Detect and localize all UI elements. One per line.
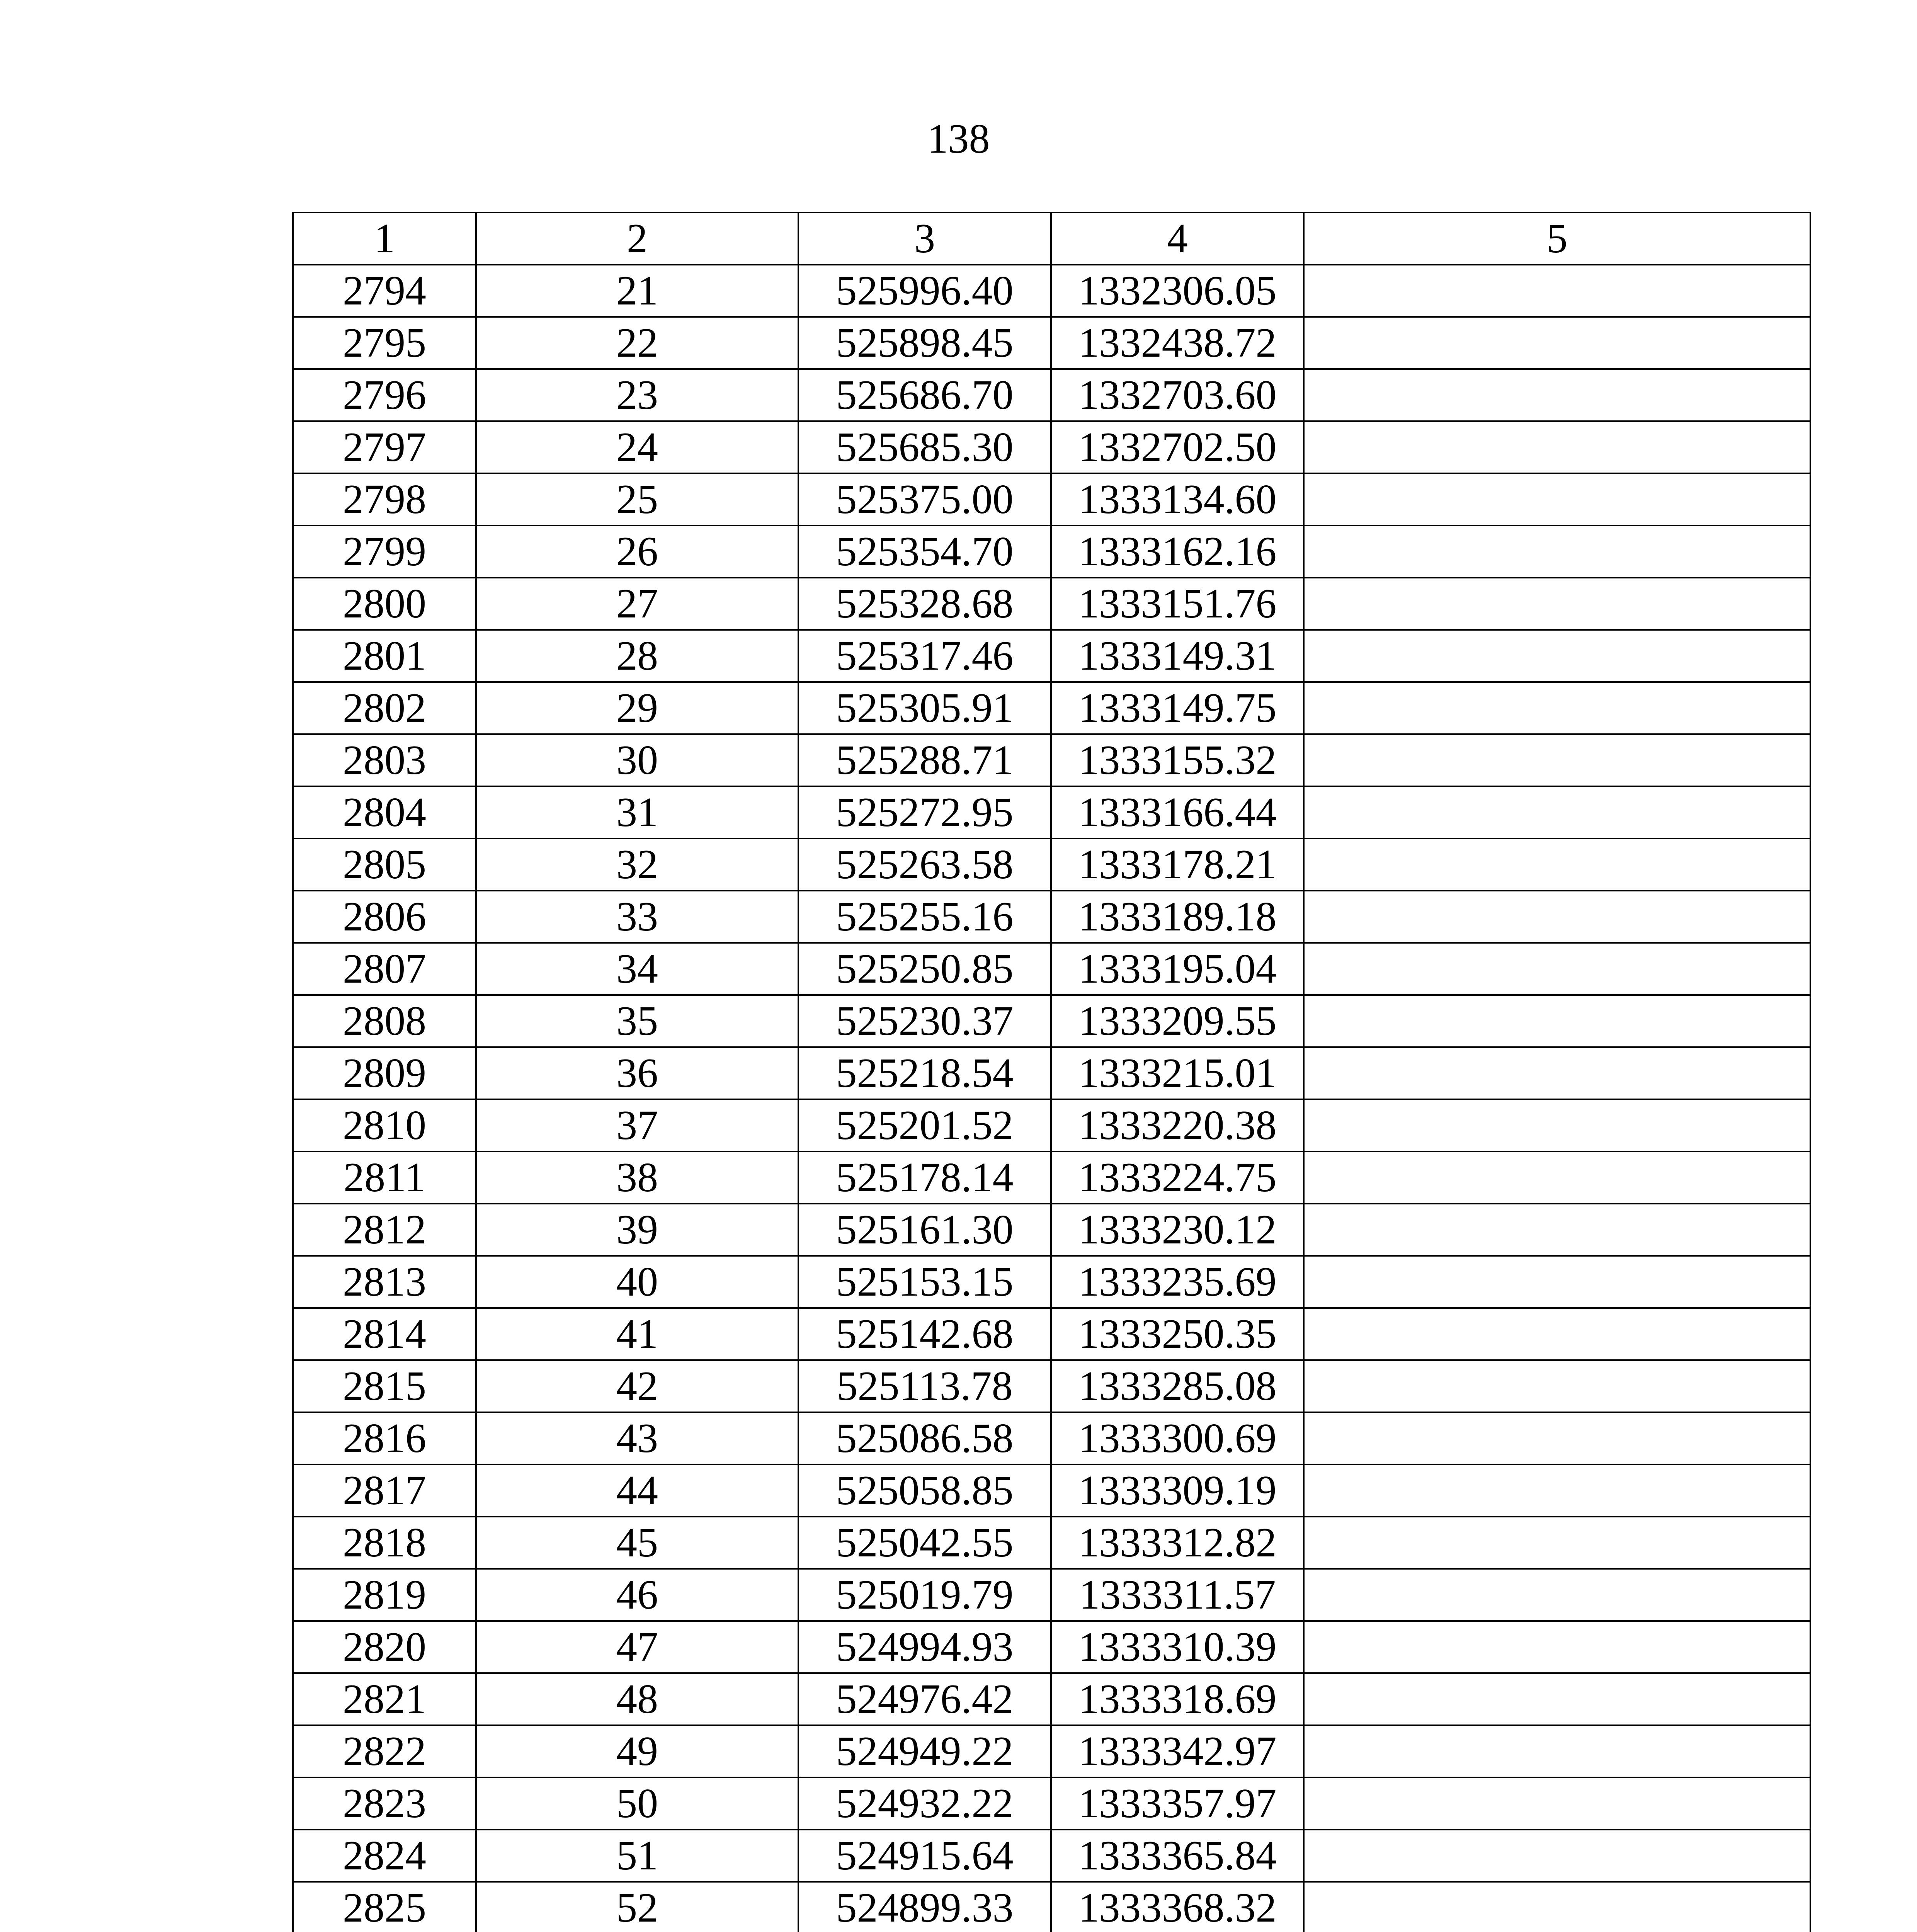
row-number-cell: 2794 <box>293 265 476 317</box>
table-header <box>293 213 1810 265</box>
x-coordinate-cell: 524994.93 <box>798 1621 1051 1673</box>
y-coordinate-cell: 1333149.31 <box>1051 630 1304 682</box>
x-coordinate-cell: 525113.78 <box>798 1360 1051 1412</box>
note-cell <box>1304 1256 1810 1308</box>
row-number-cell: 2798 <box>293 473 476 526</box>
y-coordinate-cell: 1333155.32 <box>1051 734 1304 786</box>
x-coordinate-cell: 524976.42 <box>798 1673 1051 1725</box>
point-number-cell: 41 <box>476 1308 798 1360</box>
y-coordinate-cell: 1333311.57 <box>1051 1569 1304 1621</box>
y-coordinate-cell: 1332703.60 <box>1051 369 1304 421</box>
point-number-cell: 37 <box>476 1099 798 1151</box>
x-coordinate-cell: 525354.70 <box>798 526 1051 578</box>
y-coordinate-cell: 1333166.44 <box>1051 786 1304 838</box>
y-coordinate-cell: 1333309.19 <box>1051 1464 1304 1517</box>
y-coordinate-cell: 1333285.08 <box>1051 1360 1304 1412</box>
note-cell <box>1304 1777 1810 1830</box>
note-cell <box>1304 1204 1810 1256</box>
point-number-cell: 29 <box>476 682 798 734</box>
x-coordinate-cell: 525086.58 <box>798 1412 1051 1464</box>
table-row <box>293 265 1810 317</box>
row-number-cell: 2811 <box>293 1151 476 1204</box>
row-number-cell: 2799 <box>293 526 476 578</box>
x-coordinate-cell: 525250.85 <box>798 943 1051 995</box>
table-row <box>293 1256 1810 1308</box>
x-coordinate-cell: 525042.55 <box>798 1517 1051 1569</box>
row-number-cell: 2821 <box>293 1673 476 1725</box>
x-coordinate-cell: 525263.58 <box>798 838 1051 891</box>
table-row <box>293 1099 1810 1151</box>
table-row <box>293 1673 1810 1725</box>
x-coordinate-cell: 525898.45 <box>798 317 1051 369</box>
y-coordinate-cell: 1333368.32 <box>1051 1882 1304 1932</box>
point-number-cell: 43 <box>476 1412 798 1464</box>
y-coordinate-cell: 1333178.21 <box>1051 838 1304 891</box>
table-row <box>293 891 1810 943</box>
point-number-cell: 33 <box>476 891 798 943</box>
table-row <box>293 473 1810 526</box>
point-number-cell: 38 <box>476 1151 798 1204</box>
point-number-cell: 32 <box>476 838 798 891</box>
point-number-cell: 47 <box>476 1621 798 1673</box>
x-coordinate-cell: 524949.22 <box>798 1725 1051 1777</box>
point-number-cell: 25 <box>476 473 798 526</box>
y-coordinate-cell: 1333224.75 <box>1051 1151 1304 1204</box>
table-row <box>293 1464 1810 1517</box>
row-number-cell: 2824 <box>293 1830 476 1882</box>
x-coordinate-cell: 524899.33 <box>798 1882 1051 1932</box>
x-coordinate-cell: 525161.30 <box>798 1204 1051 1256</box>
x-coordinate-cell: 525375.00 <box>798 473 1051 526</box>
point-number-cell: 51 <box>476 1830 798 1882</box>
row-number-cell: 2810 <box>293 1099 476 1151</box>
table-row <box>293 995 1810 1047</box>
x-coordinate-cell: 525272.95 <box>798 786 1051 838</box>
page-number: 138 <box>927 116 990 162</box>
note-cell <box>1304 1725 1810 1777</box>
y-coordinate-cell: 1333235.69 <box>1051 1256 1304 1308</box>
note-cell <box>1304 1047 1810 1099</box>
y-coordinate-cell: 1333189.18 <box>1051 891 1304 943</box>
x-coordinate-cell: 525230.37 <box>798 995 1051 1047</box>
row-number-cell: 2822 <box>293 1725 476 1777</box>
y-coordinate-cell: 1333312.82 <box>1051 1517 1304 1569</box>
point-number-cell: 23 <box>476 369 798 421</box>
row-number-cell: 2820 <box>293 1621 476 1673</box>
y-coordinate-cell: 1333300.69 <box>1051 1412 1304 1464</box>
row-number-cell: 2808 <box>293 995 476 1047</box>
row-number-cell: 2812 <box>293 1204 476 1256</box>
row-number-cell: 2818 <box>293 1517 476 1569</box>
row-number-cell: 2816 <box>293 1412 476 1464</box>
point-number-cell: 49 <box>476 1725 798 1777</box>
point-number-cell: 39 <box>476 1204 798 1256</box>
note-cell <box>1304 734 1810 786</box>
table-row <box>293 1725 1810 1777</box>
point-number-cell: 36 <box>476 1047 798 1099</box>
y-coordinate-cell: 1333215.01 <box>1051 1047 1304 1099</box>
note-cell <box>1304 682 1810 734</box>
row-number-cell: 2813 <box>293 1256 476 1308</box>
y-coordinate-cell: 1333195.04 <box>1051 943 1304 995</box>
row-number-cell: 2805 <box>293 838 476 891</box>
header-row <box>293 213 1810 265</box>
y-coordinate-cell: 1333149.75 <box>1051 682 1304 734</box>
note-cell <box>1304 1151 1810 1204</box>
table-row <box>293 1621 1810 1673</box>
table-body <box>293 265 1810 1932</box>
table-row <box>293 1360 1810 1412</box>
y-coordinate-cell: 1333220.38 <box>1051 1099 1304 1151</box>
y-coordinate-cell: 1333365.84 <box>1051 1830 1304 1882</box>
x-coordinate-cell: 525255.16 <box>798 891 1051 943</box>
table-row <box>293 943 1810 995</box>
point-number-cell: 26 <box>476 526 798 578</box>
row-number-cell: 2797 <box>293 421 476 473</box>
table-row <box>293 1412 1810 1464</box>
x-coordinate-cell: 525019.79 <box>798 1569 1051 1621</box>
point-number-cell: 48 <box>476 1673 798 1725</box>
table-row <box>293 1204 1810 1256</box>
coordinates-table <box>292 212 1811 1932</box>
row-number-cell: 2825 <box>293 1882 476 1932</box>
table-row <box>293 421 1810 473</box>
table-row <box>293 1830 1810 1882</box>
x-coordinate-cell: 525686.70 <box>798 369 1051 421</box>
point-number-cell: 46 <box>476 1569 798 1621</box>
table-row <box>293 1517 1810 1569</box>
y-coordinate-cell: 1333151.76 <box>1051 578 1304 630</box>
note-cell <box>1304 265 1810 317</box>
x-coordinate-cell: 525153.15 <box>798 1256 1051 1308</box>
x-coordinate-cell: 525218.54 <box>798 1047 1051 1099</box>
y-coordinate-cell: 1333230.12 <box>1051 1204 1304 1256</box>
note-cell <box>1304 1569 1810 1621</box>
table-row <box>293 317 1810 369</box>
note-cell <box>1304 630 1810 682</box>
point-number-cell: 45 <box>476 1517 798 1569</box>
x-coordinate-cell: 525058.85 <box>798 1464 1051 1517</box>
point-number-cell: 30 <box>476 734 798 786</box>
row-number-cell: 2823 <box>293 1777 476 1830</box>
x-coordinate-cell: 524932.22 <box>798 1777 1051 1830</box>
point-number-cell: 34 <box>476 943 798 995</box>
row-number-cell: 2800 <box>293 578 476 630</box>
y-coordinate-cell: 1333134.60 <box>1051 473 1304 526</box>
point-number-cell: 35 <box>476 995 798 1047</box>
y-coordinate-cell: 1332306.05 <box>1051 265 1304 317</box>
header-col-2: 2 <box>476 213 798 265</box>
table-row <box>293 1777 1810 1830</box>
point-number-cell: 21 <box>476 265 798 317</box>
row-number-cell: 2803 <box>293 734 476 786</box>
note-cell <box>1304 526 1810 578</box>
note-cell <box>1304 1517 1810 1569</box>
table-row <box>293 630 1810 682</box>
point-number-cell: 31 <box>476 786 798 838</box>
y-coordinate-cell: 1333310.39 <box>1051 1621 1304 1673</box>
note-cell <box>1304 1308 1810 1360</box>
point-number-cell: 50 <box>476 1777 798 1830</box>
header-col-5: 5 <box>1304 213 1810 265</box>
y-coordinate-cell: 1333250.35 <box>1051 1308 1304 1360</box>
note-cell <box>1304 1673 1810 1725</box>
point-number-cell: 24 <box>476 421 798 473</box>
note-cell <box>1304 891 1810 943</box>
row-number-cell: 2814 <box>293 1308 476 1360</box>
table-row <box>293 734 1810 786</box>
point-number-cell: 42 <box>476 1360 798 1412</box>
table-row <box>293 786 1810 838</box>
header-col-1: 1 <box>293 213 476 265</box>
x-coordinate-cell: 524915.64 <box>798 1830 1051 1882</box>
note-cell <box>1304 1621 1810 1673</box>
y-coordinate-cell: 1332702.50 <box>1051 421 1304 473</box>
row-number-cell: 2806 <box>293 891 476 943</box>
x-coordinate-cell: 525996.40 <box>798 265 1051 317</box>
note-cell <box>1304 943 1810 995</box>
note-cell <box>1304 317 1810 369</box>
row-number-cell: 2807 <box>293 943 476 995</box>
x-coordinate-cell: 525685.30 <box>798 421 1051 473</box>
note-cell <box>1304 995 1810 1047</box>
row-number-cell: 2801 <box>293 630 476 682</box>
y-coordinate-cell: 1333209.55 <box>1051 995 1304 1047</box>
x-coordinate-cell: 525305.91 <box>798 682 1051 734</box>
note-cell <box>1304 421 1810 473</box>
point-number-cell: 27 <box>476 578 798 630</box>
y-coordinate-cell: 1333162.16 <box>1051 526 1304 578</box>
point-number-cell: 40 <box>476 1256 798 1308</box>
row-number-cell: 2819 <box>293 1569 476 1621</box>
y-coordinate-cell: 1333342.97 <box>1051 1725 1304 1777</box>
x-coordinate-cell: 525328.68 <box>798 578 1051 630</box>
point-number-cell: 44 <box>476 1464 798 1517</box>
note-cell <box>1304 1360 1810 1412</box>
table-row <box>293 578 1810 630</box>
note-cell <box>1304 369 1810 421</box>
note-cell <box>1304 1099 1810 1151</box>
point-number-cell: 52 <box>476 1882 798 1932</box>
row-number-cell: 2815 <box>293 1360 476 1412</box>
point-number-cell: 22 <box>476 317 798 369</box>
header-col-3: 3 <box>798 213 1051 265</box>
x-coordinate-cell: 525201.52 <box>798 1099 1051 1151</box>
point-number-cell: 28 <box>476 630 798 682</box>
y-coordinate-cell: 1333357.97 <box>1051 1777 1304 1830</box>
note-cell <box>1304 1882 1810 1932</box>
table-row <box>293 1308 1810 1360</box>
note-cell <box>1304 1412 1810 1464</box>
note-cell <box>1304 1464 1810 1517</box>
note-cell <box>1304 786 1810 838</box>
x-coordinate-cell: 525178.14 <box>798 1151 1051 1204</box>
table-row <box>293 1151 1810 1204</box>
row-number-cell: 2817 <box>293 1464 476 1517</box>
table-row <box>293 838 1810 891</box>
table-row <box>293 526 1810 578</box>
x-coordinate-cell: 525288.71 <box>798 734 1051 786</box>
note-cell <box>1304 578 1810 630</box>
header-col-4: 4 <box>1051 213 1304 265</box>
x-coordinate-cell: 525142.68 <box>798 1308 1051 1360</box>
table-row <box>293 1569 1810 1621</box>
note-cell <box>1304 473 1810 526</box>
table-row <box>293 682 1810 734</box>
x-coordinate-cell: 525317.46 <box>798 630 1051 682</box>
row-number-cell: 2795 <box>293 317 476 369</box>
row-number-cell: 2802 <box>293 682 476 734</box>
table-row <box>293 369 1810 421</box>
row-number-cell: 2809 <box>293 1047 476 1099</box>
y-coordinate-cell: 1333318.69 <box>1051 1673 1304 1725</box>
row-number-cell: 2804 <box>293 786 476 838</box>
note-cell <box>1304 1830 1810 1882</box>
table-row <box>293 1882 1810 1932</box>
row-number-cell: 2796 <box>293 369 476 421</box>
table-row <box>293 1047 1810 1099</box>
note-cell <box>1304 838 1810 891</box>
y-coordinate-cell: 1332438.72 <box>1051 317 1304 369</box>
